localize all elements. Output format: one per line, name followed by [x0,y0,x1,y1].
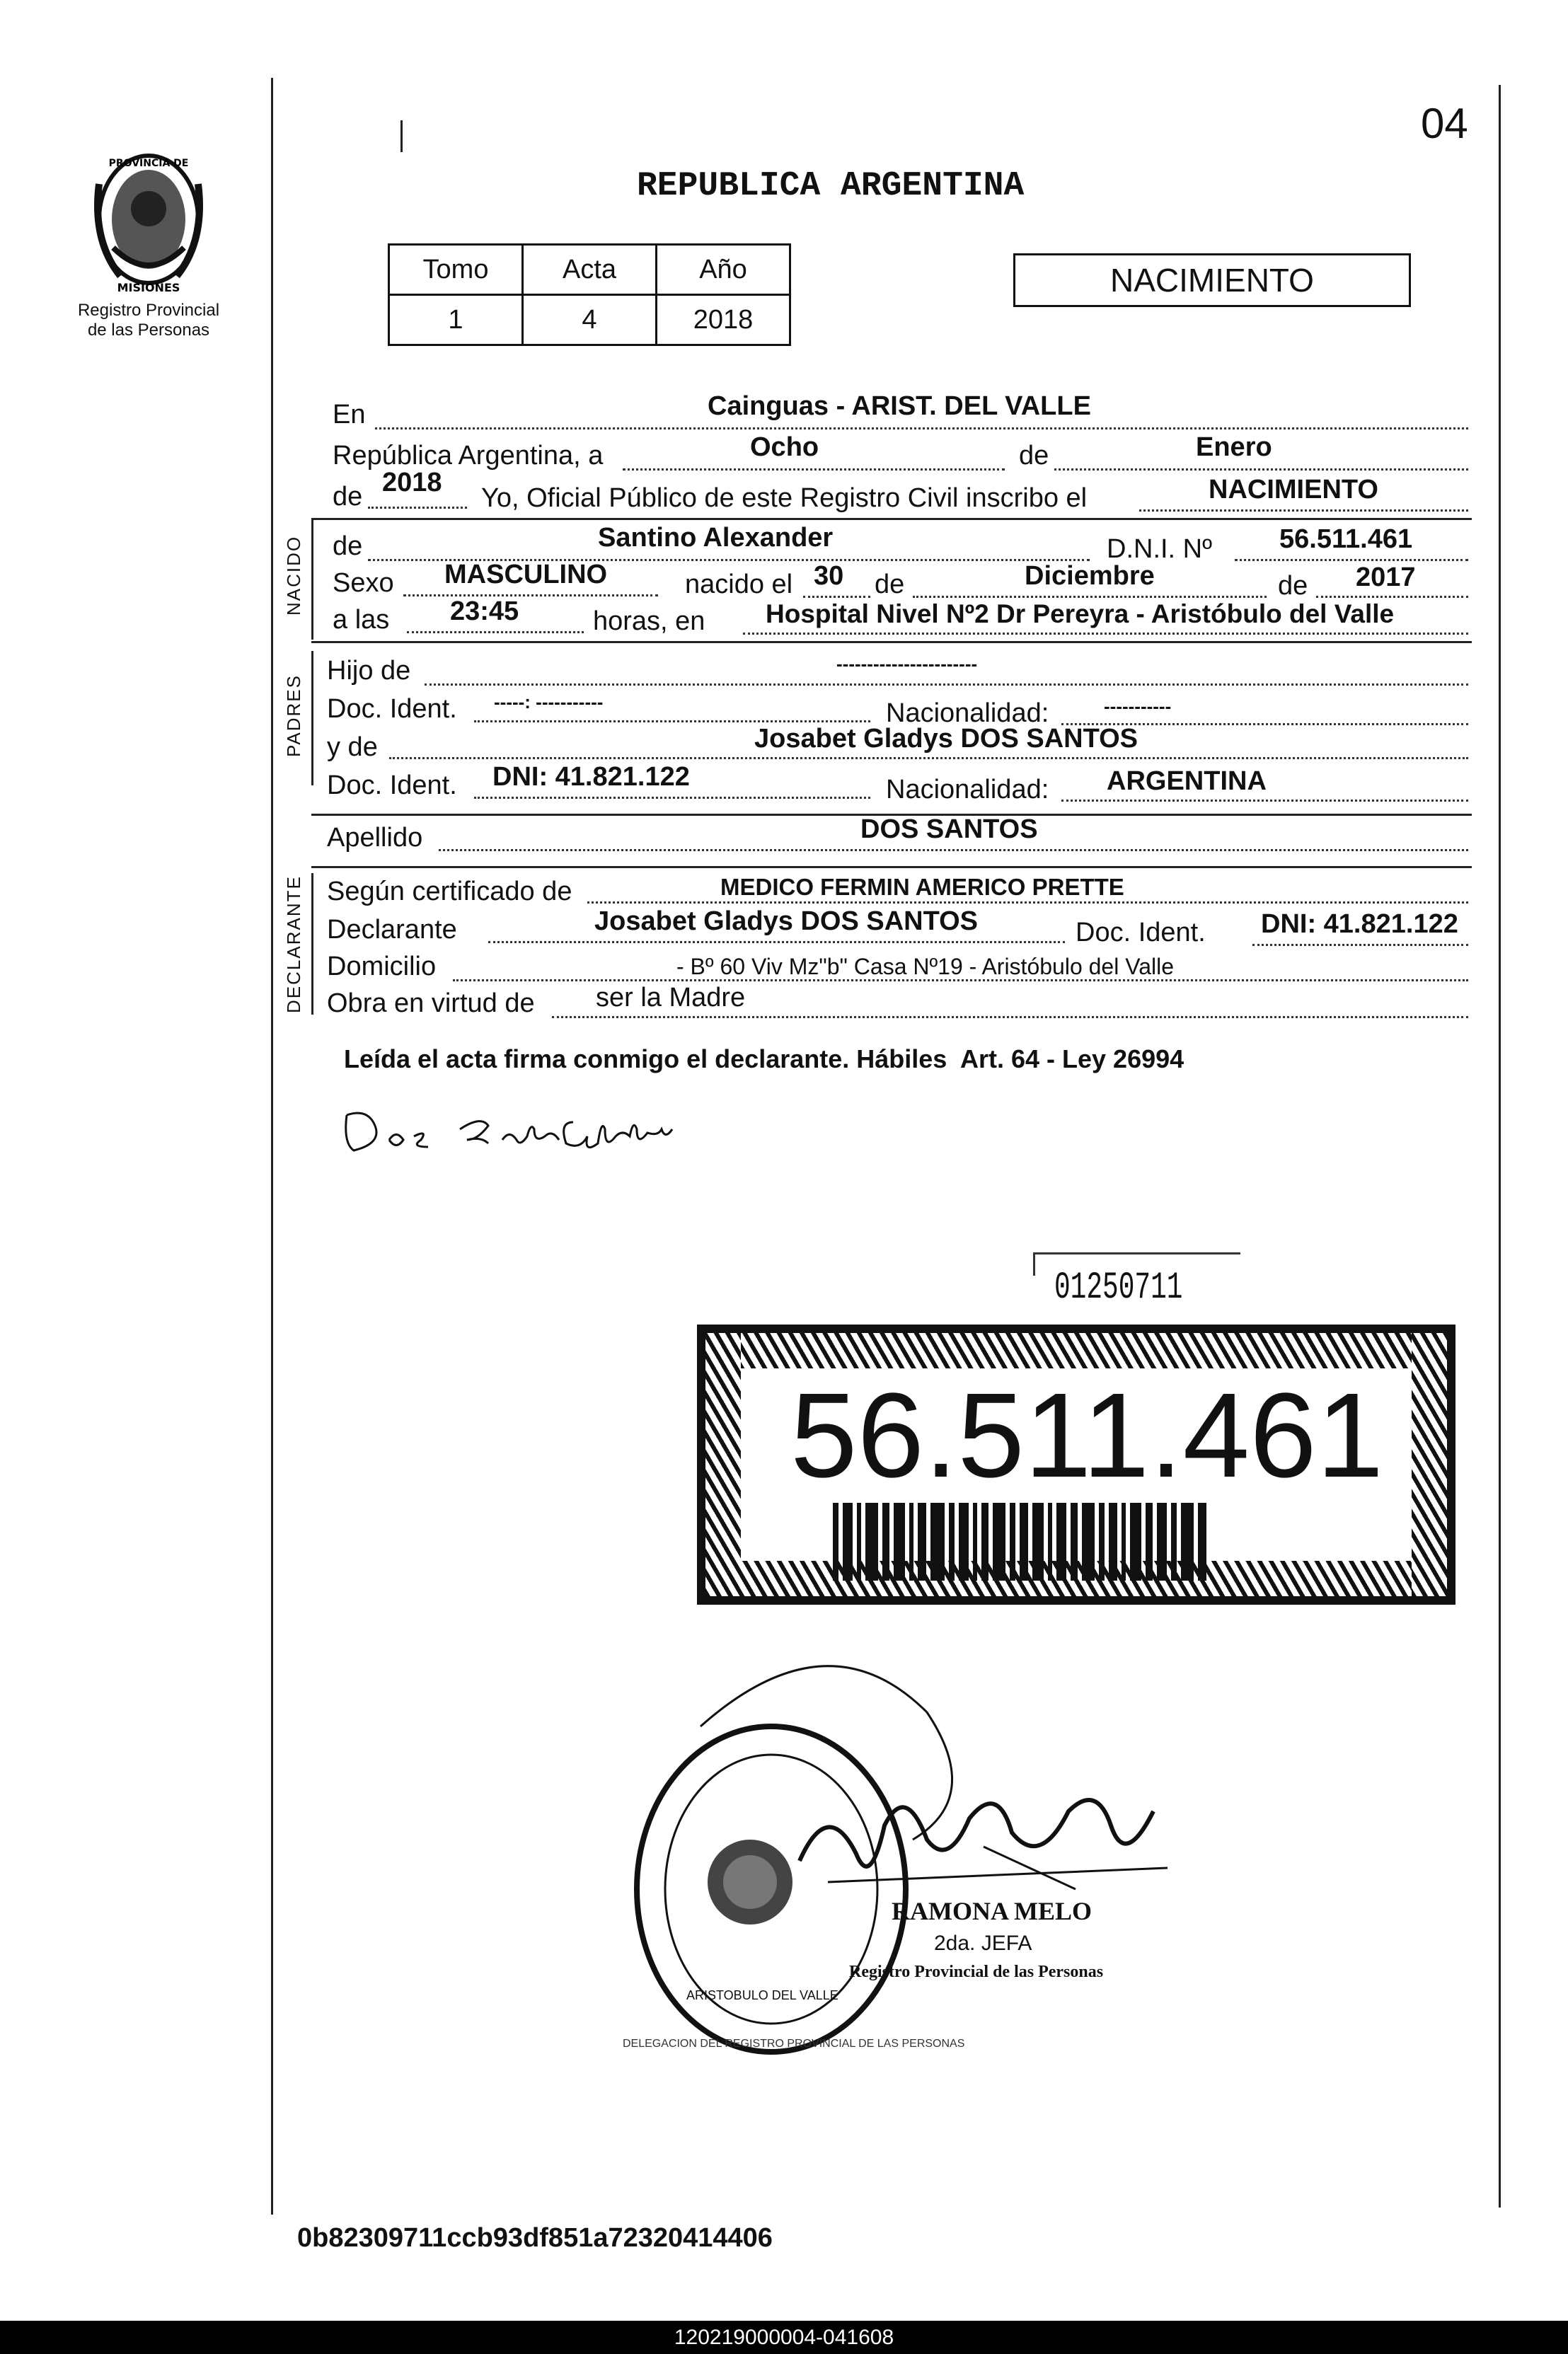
obra-label: Obra en virtud de [327,988,535,1018]
tipo-value: NACIMIENTO [1209,475,1378,504]
dia-dots [623,468,1005,471]
mes-nac-value: Diciembre [1025,561,1155,591]
republica-label: República Argentina, a [333,441,604,471]
apellido-dots [439,849,1468,851]
dni-value: 56.511.461 [1279,524,1413,554]
nacido-el-label: nacido el [685,570,793,599]
sticker-inner [748,1368,1405,1561]
declarante-label: Declarante [327,915,457,945]
apellido-value: DOS SANTOS [860,814,1038,844]
dia-nac-dots [803,596,870,598]
tomo-value: 1 [389,295,523,345]
obra-value: ser la Madre [596,983,746,1012]
nacido-bracket [311,518,313,640]
sticker-border-right [1412,1333,1447,1596]
lugar-dots [743,633,1468,635]
page-number: 04 [1421,100,1468,147]
declarante-bracket [311,873,313,1015]
nacido-de3-label: de [1278,571,1308,601]
doc-label: Doc. Ident. [1076,918,1206,947]
doc-ident-label-2: Doc. Ident. [327,771,457,800]
right-margin-line [1499,85,1501,2208]
doc-ident-value-1: -----: ----------- [494,691,604,712]
doc-ident-dots-1 [474,720,870,722]
nacido-side-label: NACIDO [283,535,304,616]
madre-dots [389,757,1468,759]
barcode [833,1503,1314,1581]
mes-dots [1054,468,1468,471]
dni-dots [1235,559,1468,561]
nacido-de-label: de [333,531,363,561]
certificado-dots [587,901,1468,904]
document-hash: 0b82309711ccb93df851a72320414406 [297,2223,773,2253]
footer-id: 120219000004-041608 [674,2326,894,2349]
mark-line [400,120,403,152]
en-value: Cainguas - ARIST. DEL VALLE [708,391,1091,421]
doc-ident-dots-2 [474,797,870,799]
stamp-serial-box [1033,1252,1240,1276]
acta-value: 4 [523,295,657,345]
tomo-acta-anio-table [388,243,791,346]
page-title: REPUBLICA ARGENTINA [637,167,1025,205]
dni-label: D.N.I. Nº [1107,534,1212,564]
nacido-de2-label: de [875,570,905,599]
lugar-value: Hospital Nivel Nº2 Dr Pereyra - Aristóbulo del Valle [766,599,1395,628]
domicilio-value: - Bº 60 Viv Mz"b" Casa Nº19 - Aristóbulo del Valle [676,954,1174,979]
oficial-text: Yo, Oficial Público de este Registro Civil inscribo el [481,483,1088,513]
nacionalidad-value-2: ARGENTINA [1107,766,1267,796]
stamp-role: 2da. JEFA [934,1932,1032,1955]
stamp-name: RAMONA MELO [892,1897,1092,1925]
nacionalidad-label-1: Nacionalidad: [886,698,1049,728]
sticker-number: 56.511.461 [790,1368,1384,1503]
stamp-ring-text: DELEGACION DEL REGISTRO PROVINCIAL DE LAS PERSONAS [623,2038,965,2050]
doc-type-box [1013,253,1411,307]
sticker-border-top [705,1333,1447,1368]
doc-value: DNI: 41.821.122 [1261,909,1458,939]
y-de-label: y de [327,732,378,762]
padres-side-label: PADRES [283,674,304,757]
doc-dots [1252,944,1468,946]
sticker-border-left [705,1333,741,1596]
sexo-dots [403,594,658,596]
nacionalidad-label-2: Nacionalidad: [886,775,1049,804]
hijo-de-label: Hijo de [327,656,411,686]
obra-dots [552,1016,1468,1018]
mes-nac-dots [913,596,1267,598]
doc-ident-value-2: DNI: 41.821.122 [492,762,690,792]
en-label: En [333,400,366,429]
sexo-label: Sexo [333,568,394,598]
mes-value: Enero [1196,432,1272,462]
anio-nac-value: 2017 [1356,562,1416,592]
svg-text:PROVINCIA DE: PROVINCIA DE [108,158,189,169]
stamp-inner-text: ARISTOBULO DEL VALLE [686,1988,838,2002]
doc-type: NACIMIENTO [1110,262,1314,299]
domicilio-label: Domicilio [327,952,437,981]
registry-label: Registro Provincial de las Personas [77,301,220,340]
stamp-serial: 01250711 [1054,1267,1183,1310]
stamp-institution: Registro Provincial de las Personas [849,1963,1104,1981]
nacionalidad-value-1: ----------- [1104,696,1172,717]
province-seal [78,142,219,297]
declarante-side-label: DECLARANTE [283,875,304,1013]
horas-en-label: horas, en [593,606,705,636]
tomo-header: Tomo [389,245,523,295]
doc-ident-label-1: Doc. Ident. [327,694,457,724]
de2-label: de [333,482,363,512]
declarante-dots [488,941,1065,943]
anio-nac-dots [1316,596,1468,598]
anio-dots [368,507,467,509]
declarante-value: Josabet Gladys DOS SANTOS [594,906,979,936]
anio-value: 2018 [382,468,442,497]
declarant-signature [340,1101,764,1165]
divider-1 [311,518,1472,520]
certificado-label: Según certificado de [327,877,572,906]
official-stamp [616,1656,1217,2108]
en-dots [375,427,1468,429]
a-las-label: a las [333,605,390,635]
sexo-value: MASCULINO [444,560,608,589]
divider-4 [311,866,1472,868]
dia-nac-value: 30 [814,561,844,591]
apellido-label: Apellido [327,823,423,853]
hora-value: 23:45 [450,596,519,626]
anio-header: Año [657,245,790,295]
tipo-dots [1139,509,1468,512]
nacionalidad-dots-2 [1061,800,1468,802]
madre-value: Josabet Gladys DOS SANTOS [754,724,1138,754]
acta-header: Acta [523,245,657,295]
de-label: de [1019,441,1049,471]
divider-2 [311,641,1472,643]
dia-value: Ocho [750,432,819,462]
footer-id-bar [0,2321,1568,2354]
svg-text:MISIONES: MISIONES [117,281,180,294]
padres-bracket [311,651,313,785]
anio-value: 2018 [657,295,790,345]
hijo-de-value: ----------------------- [836,653,978,674]
nombre-value: Santino Alexander [598,523,834,553]
hijo-de-dots [425,683,1468,686]
certificado-value: MEDICO FERMIN AMERICO PRETTE [720,874,1124,900]
hora-dots [407,631,584,633]
legal-note: Leída el acta firma conmigo el declarante. Hábiles Art. 64 - Ley 26994 [344,1044,1184,1073]
dni-sticker [697,1325,1455,1605]
left-margin-line [271,78,273,2215]
